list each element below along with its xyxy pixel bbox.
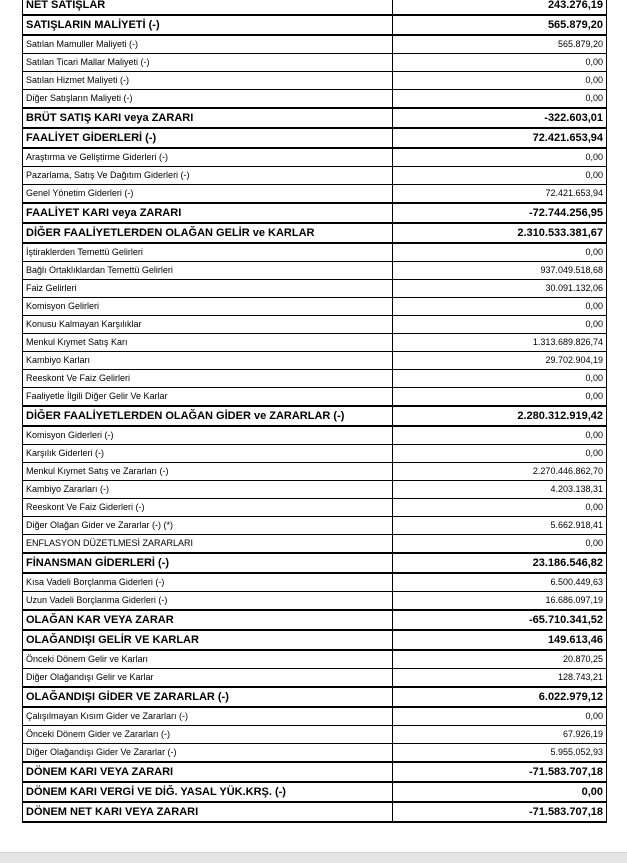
row-label: Karşılık Giderleri (-) (23, 445, 393, 463)
row-amount: -65.710.341,52 (393, 610, 607, 630)
row-label: DÖNEM NET KARI VEYA ZARARI (23, 802, 393, 822)
row-label: DİĞER FAALİYETLERDEN OLAĞAN GİDER ve ZARARLAR (-) (23, 406, 393, 426)
row-amount: -322.603,01 (393, 108, 607, 128)
row-label: Reeskont Ve Faiz Giderleri (-) (23, 499, 393, 517)
row-label: ENFLASYON DÜZETLMESİ ZARARLARI (23, 535, 393, 554)
row-amount: 5.662.918,41 (393, 517, 607, 535)
line-item-row (23, 167, 607, 185)
row-label: NET SATIŞLAR (23, 0, 393, 15)
row-amount: 0,00 (393, 370, 607, 388)
line-item-row (23, 370, 607, 388)
row-label: DÖNEM KARI VERGİ VE DİĞ. YASAL YÜK.KRŞ. (-) (23, 782, 393, 802)
row-amount: 565.879,20 (393, 15, 607, 35)
row-amount: 72.421.653,94 (393, 128, 607, 148)
row-label: Önceki Dönem Gider ve Zararları (-) (23, 726, 393, 744)
row-label: FAALİYET KARI veya ZARARI (23, 203, 393, 223)
section-row (23, 687, 607, 707)
row-label: FİNANSMAN GİDERLERİ (-) (23, 553, 393, 573)
row-amount: 0,00 (393, 243, 607, 262)
line-item-row (23, 316, 607, 334)
line-item-row (23, 573, 607, 592)
row-label: Faaliyetle İlgili Diğer Gelir Ve Karlar (23, 388, 393, 407)
line-item-row (23, 388, 607, 407)
row-label: Reeskont Ve Faiz Gelirleri (23, 370, 393, 388)
line-item-row (23, 54, 607, 72)
section-row (23, 223, 607, 243)
row-label: Bağlı Ortaklıklardan Temettü Gelirleri (23, 262, 393, 280)
row-label: Diğer Olağandışı Gelir ve Karlar (23, 669, 393, 688)
income-statement-body (23, 0, 607, 822)
row-label: Kambiyo Karları (23, 352, 393, 370)
section-row (23, 762, 607, 782)
section-row (23, 610, 607, 630)
line-item-row (23, 72, 607, 90)
row-amount: 0,00 (393, 388, 607, 407)
row-label: Komisyon Gelirleri (23, 298, 393, 316)
row-amount: 0,00 (393, 90, 607, 109)
row-label: Çalışılmayan Kısım Gider ve Zararları (-) (23, 707, 393, 726)
row-label: OLAĞANDIŞI GİDER VE ZARARLAR (-) (23, 687, 393, 707)
row-label: Kambiyo Zararları (-) (23, 481, 393, 499)
row-amount: 72.421.653,94 (393, 185, 607, 204)
section-row (23, 15, 607, 35)
line-item-row (23, 744, 607, 763)
row-amount: 67.926,19 (393, 726, 607, 744)
row-amount: 6.022.979,12 (393, 687, 607, 707)
row-label: Satılan Ticari Mallar Maliyeti (-) (23, 54, 393, 72)
line-item-row (23, 463, 607, 481)
row-label: Diğer Satışların Maliyeti (-) (23, 90, 393, 109)
line-item-row (23, 726, 607, 744)
row-label: Menkul Kıymet Satış ve Zararları (-) (23, 463, 393, 481)
row-label: Satılan Hizmet Maliyeti (-) (23, 72, 393, 90)
section-row (23, 630, 607, 650)
row-amount: 2.270.446.862,70 (393, 463, 607, 481)
row-label: OLAĞAN KAR VEYA ZARAR (23, 610, 393, 630)
line-item-row (23, 499, 607, 517)
section-row (23, 782, 607, 802)
row-amount: 20.870,25 (393, 650, 607, 669)
section-row (23, 553, 607, 573)
row-amount: 937.049.518,68 (393, 262, 607, 280)
row-amount: 29.702.904,19 (393, 352, 607, 370)
line-item-row (23, 669, 607, 688)
row-label: Diğer Olağandışı Gider Ve Zararlar (-) (23, 744, 393, 763)
row-amount: 565.879,20 (393, 35, 607, 54)
row-amount: 149.613,46 (393, 630, 607, 650)
row-amount: 6.500.449,63 (393, 573, 607, 592)
row-label: Diğer Olağan Gider ve Zararlar (-) (*) (23, 517, 393, 535)
row-amount: 16.686.097,19 (393, 592, 607, 611)
row-amount: 4.203.138,31 (393, 481, 607, 499)
row-label: Faiz Gelirleri (23, 280, 393, 298)
row-label: Komisyon Giderleri (-) (23, 426, 393, 445)
row-label: FAALİYET GİDERLERİ (-) (23, 128, 393, 148)
line-item-row (23, 334, 607, 352)
row-amount: 0,00 (393, 316, 607, 334)
row-amount: 0,00 (393, 535, 607, 554)
row-amount: 0,00 (393, 54, 607, 72)
row-label: SATIŞLARIN MALİYETİ (-) (23, 15, 393, 35)
row-amount: 0,00 (393, 445, 607, 463)
row-label: Uzun Vadeli Borçlanma Giderleri (-) (23, 592, 393, 611)
row-label: Genel Yönetim Giderleri (-) (23, 185, 393, 204)
line-item-row (23, 707, 607, 726)
line-item-row (23, 535, 607, 554)
row-label: BRÜT SATIŞ KARI veya ZARARI (23, 108, 393, 128)
row-label: Pazarlama, Satış Ve Dağıtım Giderleri (-) (23, 167, 393, 185)
line-item-row (23, 262, 607, 280)
row-amount: 1.313.689.826,74 (393, 334, 607, 352)
row-amount: 128.743,21 (393, 669, 607, 688)
row-label: DÖNEM KARI VEYA ZARARI (23, 762, 393, 782)
row-label: Kısa Vadeli Borçlanma Giderleri (-) (23, 573, 393, 592)
row-amount: 2.310.533.381,67 (393, 223, 607, 243)
line-item-row (23, 35, 607, 54)
row-amount: -71.583.707,18 (393, 802, 607, 822)
row-amount: 0,00 (393, 72, 607, 90)
line-item-row (23, 90, 607, 109)
row-amount: -71.583.707,18 (393, 762, 607, 782)
section-row (23, 802, 607, 822)
row-label: Konusu Kalmayan Karşılıklar (23, 316, 393, 334)
row-amount: 0,00 (393, 499, 607, 517)
row-label: Satılan Mamuller Maliyeti (-) (23, 35, 393, 54)
row-amount: 30.091.132,06 (393, 280, 607, 298)
income-statement-table (22, 0, 607, 823)
row-amount: 0,00 (393, 426, 607, 445)
row-label: Önceki Dönem Gelir ve Karları (23, 650, 393, 669)
row-amount: 0,00 (393, 148, 607, 167)
row-amount: 23.186.546,82 (393, 553, 607, 573)
row-amount: 0,00 (393, 167, 607, 185)
section-row (23, 203, 607, 223)
section-row (23, 406, 607, 426)
row-amount: 0,00 (393, 707, 607, 726)
line-item-row (23, 445, 607, 463)
line-item-row (23, 426, 607, 445)
bottom-scroll-strip (0, 852, 627, 863)
row-label: OLAĞANDIŞI GELİR VE KARLAR (23, 630, 393, 650)
line-item-row (23, 243, 607, 262)
row-label: DİĞER FAALİYETLERDEN OLAĞAN GELİR ve KARLAR (23, 223, 393, 243)
line-item-row (23, 352, 607, 370)
row-amount: 2.280.312.919,42 (393, 406, 607, 426)
section-row (23, 108, 607, 128)
row-amount: -72.744.256,95 (393, 203, 607, 223)
row-amount: 243.276,19 (393, 0, 607, 15)
row-amount: 0,00 (393, 782, 607, 802)
line-item-row (23, 481, 607, 499)
line-item-row (23, 650, 607, 669)
line-item-row (23, 592, 607, 611)
line-item-row (23, 517, 607, 535)
row-label: İştiraklerden Temettü Gelirleri (23, 243, 393, 262)
row-label: Araştırma ve Geliştirme Giderleri (-) (23, 148, 393, 167)
line-item-row (23, 280, 607, 298)
section-row (23, 128, 607, 148)
section-row (23, 0, 607, 15)
line-item-row (23, 185, 607, 204)
row-label: Menkul Kıymet Satış Karı (23, 334, 393, 352)
line-item-row (23, 298, 607, 316)
row-amount: 5.955.052,93 (393, 744, 607, 763)
line-item-row (23, 148, 607, 167)
row-amount: 0,00 (393, 298, 607, 316)
